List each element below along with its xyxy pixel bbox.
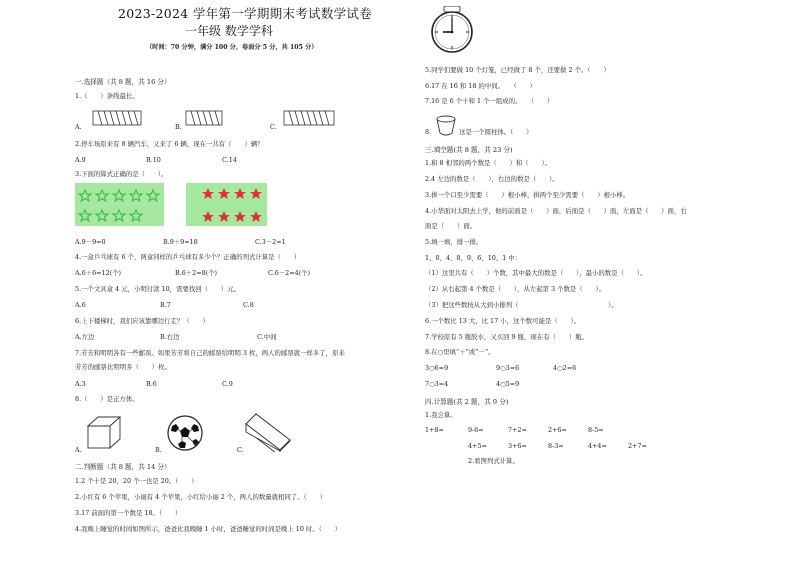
- q8-text: 8.（ ）是正方体。: [75, 395, 139, 403]
- q5-opt-c: C.8: [243, 301, 254, 309]
- q6-opt-b: B.右边: [160, 333, 180, 341]
- q6-opt-a: A.左边: [75, 333, 95, 341]
- f4-text-2: 面是（ ）面。: [425, 222, 477, 230]
- f8-expr: 9○3=6: [496, 364, 520, 372]
- section-calc: 四.计算题(共 2 题，共 9 分): [425, 398, 509, 406]
- red-star-icons: [186, 183, 267, 226]
- q7-opt-a: A.3: [75, 380, 86, 388]
- q1-text: 1.（ ）条线最长。: [75, 92, 139, 100]
- q7-text-2: 芳芳的邮票比明明多（ ）枚。: [75, 363, 171, 371]
- j1-text: 1.2 个十是 20，20 个一也是 20。（ ）: [75, 477, 198, 485]
- q2-opt-c: C.14: [222, 156, 237, 164]
- f8-expr: 4○5=9: [496, 380, 520, 388]
- exam-note: （时间：70 分钟，满分 100 分，卷面分 5 分，共 105 分）: [146, 44, 318, 51]
- q5-opt-a: A.6: [75, 301, 86, 309]
- j8-num: 8.: [425, 128, 432, 136]
- spring-c-icon: [283, 110, 335, 126]
- q8-opt-a: A.: [75, 446, 82, 454]
- f5-numbers: 1、0、4、8、9、6、10、1 中：: [425, 254, 522, 262]
- j3-text: 3.17 前面的第一个数是 18。（ ）: [75, 509, 182, 517]
- f8-expr: 4○2=6: [553, 364, 577, 372]
- j8-text: 这是一个圆柱体。（ ）: [459, 128, 533, 136]
- q4-opt-a: A.6＋6=12(个): [75, 269, 122, 277]
- q3-opt-b: B.9＋9=18: [163, 238, 198, 246]
- f5-text: 5.填一填，排一排。: [425, 238, 483, 246]
- soccer-ball-icon: [166, 414, 204, 452]
- f5-part-3: （3）把这些数按从大到小排列（ ）。: [425, 301, 618, 309]
- calc-item: 2+7=: [628, 442, 647, 450]
- section-choice: 一.选择题（共 8 题，共 16 分）: [75, 78, 171, 86]
- q7-opt-c: C.9: [222, 380, 233, 388]
- q6-text: 6.上下楼梯时，我们应该靠哪边行走？（ ）: [75, 317, 209, 325]
- j7-text: 7.16 是 6 个十和 1 个一组成的。 （ ）: [425, 97, 554, 105]
- q3-opt-c: C.3－2=1: [255, 238, 286, 246]
- f2-text: 2.4 左边的数是（ ），右边的数是（ ）。: [425, 175, 559, 183]
- j2-text: 2.小红有 6 个苹果，小丽有 4 个苹果，小红给小丽 2 个，两人的数量就相同了。（ ）: [75, 493, 326, 501]
- q7-opt-b: B.6: [146, 380, 157, 388]
- q2-text: 2.停车场原来有 8 辆汽车，又来了 6 辆，现在一共有（ ）辆？: [75, 140, 264, 148]
- spring-a-icon: [92, 110, 142, 126]
- c1-text: 1.我会算。: [425, 411, 457, 419]
- q1-opt-c: C.: [270, 123, 277, 131]
- q2-opt-b: B.10: [146, 156, 161, 164]
- calc-item: 3+6=: [508, 442, 527, 450]
- f3-text: 3.拼一个口至少需要（ ）根小棒，拼两个至少需要（ ）根小棒。: [425, 191, 630, 199]
- page-title: 2023-2024 学年第一学期期末考试数学试卷: [118, 6, 373, 21]
- c2-text: 2.看图列式计算。: [468, 457, 519, 465]
- f5-part-2: （2）从右起第 4 个数是（ ），从左起第 3 个数是（ ）。: [425, 285, 606, 293]
- j5-text: 5.同学们要做 10 个灯笼，已经做了 8 个，还要做 2 个。（ ）: [425, 66, 610, 74]
- q4-opt-b: B.6＋2=8(个): [175, 269, 218, 277]
- f8-expr: 3○6=9: [425, 364, 449, 372]
- q3-text: 3.下面的算式正确的是（ ）。: [75, 170, 168, 178]
- f4-text-1: 4.小华面对太阳去上学，他的前面是（ ）面，后面是（ ）面，左面是（ ）面，右: [425, 207, 687, 215]
- section-fill: 三.填空题(共 8 题，共 23 分): [425, 146, 513, 154]
- cylinder-icon: [435, 114, 457, 138]
- cuboid-icon: [243, 410, 293, 452]
- page-subtitle: 一年级 数学学科: [185, 24, 273, 38]
- calc-item: 1+8=: [425, 426, 444, 434]
- calc-item: 4+4=: [588, 442, 607, 450]
- q1-opt-a: A.: [75, 123, 82, 131]
- q4-text: 4.一盒乒乓球有 6 个，两盒同样的乒乓球有多少个？正确的列式计算是（ ）: [75, 253, 301, 261]
- q2-opt-a: A.9: [75, 156, 86, 164]
- q4-opt-c: C.6－2=4(个): [268, 269, 311, 277]
- q6-opt-c: C.中间: [257, 333, 277, 341]
- spring-b-icon: [185, 110, 223, 126]
- calc-item: 4+5=: [468, 442, 487, 450]
- calc-item: 8-3=: [548, 442, 564, 450]
- section-judge: 二.判断题（共 8 题，共 14 分）: [75, 463, 171, 471]
- q1-opt-b: B.: [175, 123, 182, 131]
- f8-expr: 7○3=4: [425, 380, 449, 388]
- calc-item: 7+2=: [508, 426, 527, 434]
- f1-text: 1.和 8 相邻的两个数是（ ）和（ ）。: [425, 159, 552, 167]
- f6-text: 6.一个数比 13 大，比 17 小，这个数可能是（ ）。: [425, 317, 581, 325]
- calc-item: 2+6=: [548, 426, 567, 434]
- clock-icon: [430, 6, 474, 54]
- q3-opt-a: A.9－9=0: [75, 238, 106, 246]
- q5-text: 5.一个文具盒 4 元，小明付款 10，需要找回（ ）元。: [75, 285, 240, 293]
- q8-opt-c: C.: [237, 446, 244, 454]
- j6-text: 6.17 在 16 和 18 的中间。 （ ）: [425, 82, 536, 90]
- f7-text: 7.学校原有 5 瓶胶水，又买回 9 瓶，现在有（ ）瓶。: [425, 333, 588, 341]
- q5-opt-b: B.7: [160, 301, 171, 309]
- cube-icon: [86, 415, 122, 451]
- calc-item: 8-5=: [588, 426, 604, 434]
- j4-text: 4.我晚上睡觉的时间如图所示，爸爸比我晚睡 1 小时，爸爸睡觉的时间是晚上 10 时。（ ）: [75, 525, 342, 533]
- q8-opt-b: B.: [155, 446, 162, 454]
- q7-text-1: 7.芳芳和明明各有一些邮票。如果芳芳将自己的邮票给明明 3 枚，两人的邮票就一样多了，原来: [75, 349, 345, 357]
- calc-item: 9-6=: [468, 426, 484, 434]
- f5-part-1: （1）这里共有（ ）个数，其中最大的数是（ ），最小的数是（ ）。: [425, 269, 647, 277]
- green-star-icons: [75, 183, 164, 226]
- f8-text: 8.在○里填“＋”或“－”。: [425, 348, 495, 356]
